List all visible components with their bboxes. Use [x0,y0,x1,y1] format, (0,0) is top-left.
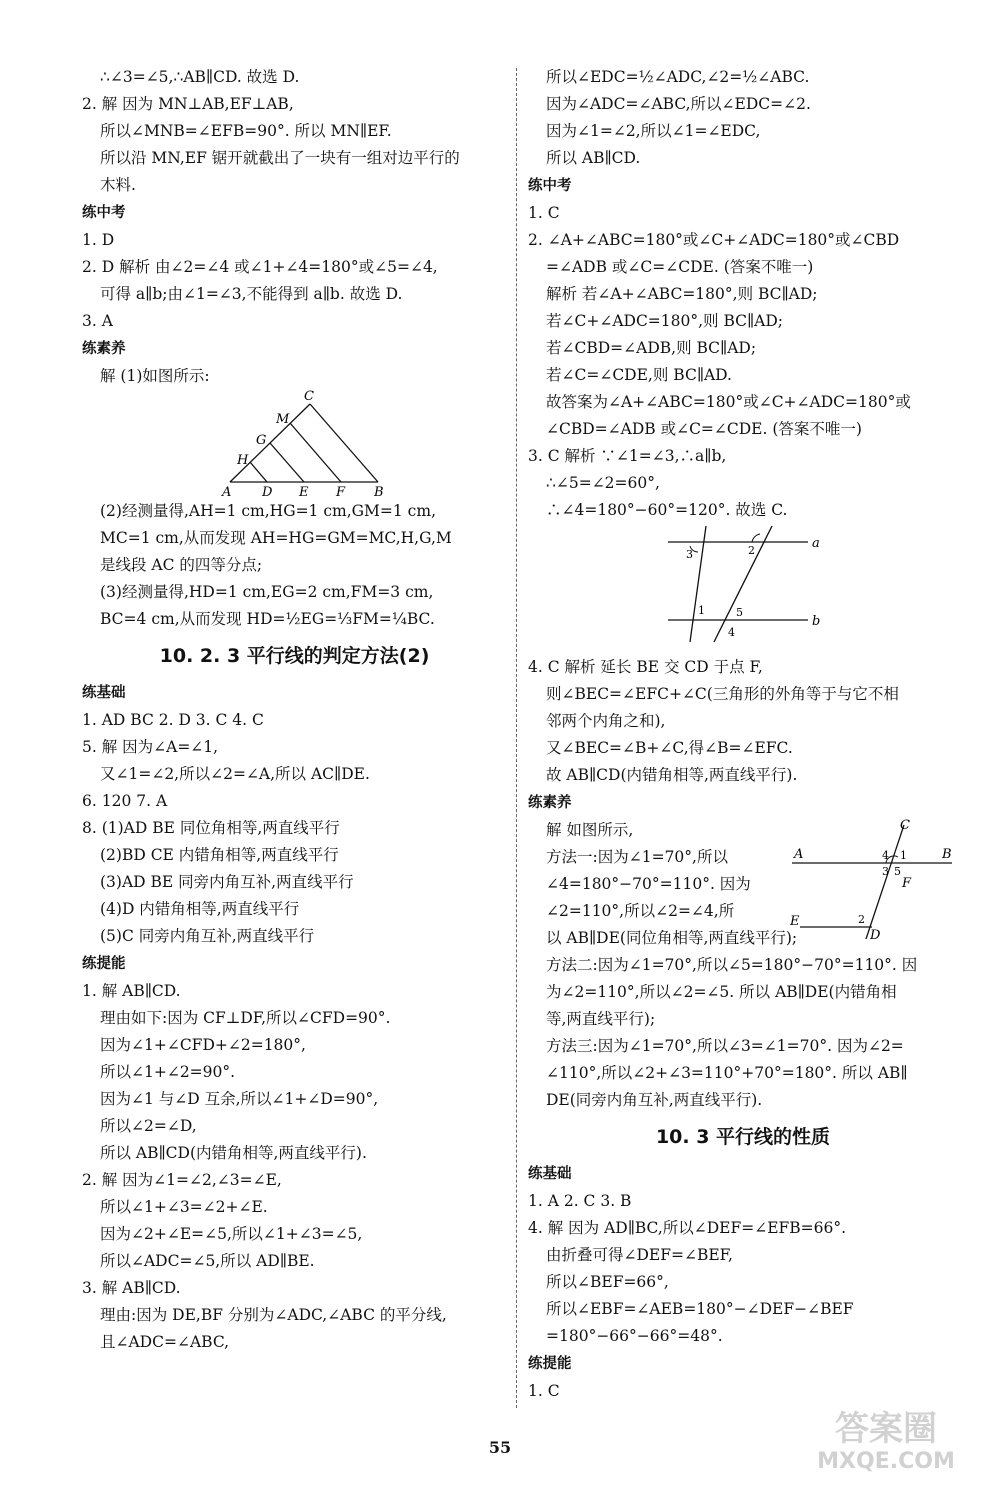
section-title: 10. 3 平行线的性质 [655,1126,831,1148]
answer-line: ∠CBD=∠ADB 或∠C=∠CDE. (答案不唯一) [546,420,862,438]
answer-line: 解 如图所示, [546,821,634,839]
answer-line: 所以 AB∥CD(内错角相等,两直线平行). [100,1144,367,1162]
answer-line: 3. A [82,312,113,330]
answer-line: 4. 解 因为 AD∥BC,所以∠DEF=∠EFB=66°. [528,1219,847,1237]
fig-cross-label: E [790,914,800,929]
answer-line: 由折叠可得∠DEF=∠BEF, [546,1246,733,1264]
fig-tri-label: D [262,485,273,498]
answer-line: 方法一:因为∠1=70°,所以 [546,848,728,866]
answer-line: 木料. [100,176,136,194]
answer-line: ∴∠3=∠5,∴AB∥CD. 故选 D. [100,68,300,86]
fig-cross-label: 3 [882,865,889,878]
answer-line: =∠ADB 或∠C=∠CDE. (答案不唯一) [546,258,814,276]
exercise-heading: 练基础 [82,685,126,701]
fig-par-label: b [812,614,821,629]
answer-line: 1. C [528,1382,560,1400]
answer-line: 若∠C=∠CDE,则 BC∥AD. [546,366,732,384]
fig-par-label: 5 [736,606,743,619]
fig-cross-label: 5 [894,865,901,878]
intersecting-lines-figure [782,815,962,945]
answer-line: 解析 若∠A+∠ABC=180°,则 BC∥AD; [546,285,818,303]
answer-line: 所以∠MNB=∠EFB=90°. 所以 MN∥EF. [100,122,392,140]
answer-line: 因为∠1+∠CFD+∠2=180°, [100,1036,306,1054]
exercise-heading: 练中考 [82,205,126,221]
answer-line: 是线段 AC 的四等分点; [100,556,263,574]
answer-line: 邻两个内角之和), [546,712,666,730]
exercise-heading: 练素养 [82,341,126,357]
answer-line: 等,两直线平行); [546,1010,656,1028]
fig-tri-label: G [256,433,267,448]
answer-line: 所以∠EDC=½∠ADC,∠2=½∠ABC. [546,68,810,86]
answer-line: 2. 解 因为 MN⊥AB,EF⊥AB, [82,95,294,113]
answer-line: 又∠1=∠2,所以∠2=∠A,所以 AC∥DE. [100,765,370,783]
section-title: 10. 2. 3 平行线的判定方法(2) [159,645,430,667]
exercise-heading: 练提能 [82,956,126,972]
fig-tri-label: C [304,390,314,404]
answer-line: 因为∠2+∠E=∠5,所以∠1+∠3=∠5, [100,1225,363,1243]
answer-line: 理由:因为 DE,BF 分别为∠ADC,∠ABC 的平分线, [100,1306,447,1324]
fig-par-label: 1 [698,604,705,617]
answer-line: 1. A 2. C 3. B [528,1192,632,1210]
fig-tri-label: F [336,485,346,498]
answer-line: (3)经测量得,HD=1 cm,EG=2 cm,FM=3 cm, [100,583,434,601]
answer-line: 因为∠1=∠2,所以∠1=∠EDC, [546,122,761,140]
answer-line: 5. 解 因为∠A=∠1, [82,738,219,756]
answer-line: 所以∠2=∠D, [100,1117,197,1135]
watermark-logo-text: 答案圈 [835,1409,937,1449]
watermark-site-text: MXQE.COM [817,1449,955,1474]
answer-line: 为∠2=110°,所以∠2=∠5. 所以 AB∥DE(内错角相 [546,983,897,1001]
fig-cross-label: F [902,876,912,891]
answer-line: 所以 AB∥CD. [546,149,641,167]
fig-par-label: 4 [728,626,735,639]
parallel-figure-wrap [528,524,958,654]
fig-tri-label: M [276,412,290,427]
answer-line: 2. ∠A+∠ABC=180°或∠C+∠ADC=180°或∠CBD [528,231,900,249]
answer-line: 1. 解 AB∥CD. [82,982,181,1000]
answer-line: 解 (1)如图所示: [100,367,210,385]
fig-tri-label: A [222,485,232,498]
answer-line: 6. 120 7. A [82,792,168,810]
fig-par-label: 3 [686,548,693,561]
answer-line: BC=4 cm,从而发现 HD=½EG=⅓FM=¼BC. [100,610,435,628]
fig-cross-label: C [900,818,910,833]
fig-cross-label: 4 [882,849,889,862]
watermark [786,1410,986,1480]
fig-cross-label: 2 [858,913,865,926]
answer-line: 所以∠EBF=∠AEB=180°−∠DEF−∠BEF [546,1300,854,1318]
answer-line: ∠4=180°−70°=110°. 因为 [546,875,751,893]
answer-line: 则∠BEC=∠EFC+∠C(三角形的外角等于与它不相 [546,685,899,703]
answer-line: 理由如下:因为 CF⊥DF,所以∠CFD=90°. [100,1009,391,1027]
page-number: 55 [488,1438,512,1457]
answer-line: 因为∠ADC=∠ABC,所以∠EDC=∠2. [546,95,811,113]
answer-line: 1. AD BC 2. D 3. C 4. C [82,711,264,729]
answer-line: (5)C 同旁内角互补,两直线平行 [100,927,315,945]
column-divider [516,68,517,1408]
answer-line: 所以∠BEF=66°, [546,1273,669,1291]
answer-line: 所以∠1+∠2=90°. [100,1063,236,1081]
answer-line: 方法二:因为∠1=70°,所以∠5=180°−70°=110°. 因 [546,956,918,974]
answer-line: (4)D 内错角相等,两直线平行 [100,900,300,918]
answer-line: 所以∠ADC=∠5,所以 AD∥BE. [100,1252,315,1270]
answer-line: 又∠BEC=∠B+∠C,得∠B=∠EFC. [546,739,793,757]
answer-line: 8. (1)AD BE 同位角相等,两直线平行 [82,819,340,837]
fig-par-label: 2 [748,544,755,557]
answer-line: (2)BD CE 内错角相等,两直线平行 [100,846,339,864]
answer-line: 故答案为∠A+∠ABC=180°或∠C+∠ADC=180°或 [546,393,911,411]
fig-par-label: a [812,536,820,551]
answer-line: 3. C 解析 ∵∠1=∠3,∴a∥b, [528,447,727,465]
fig-cross-label: D [870,928,881,943]
answer-line: 方法三:因为∠1=70°,所以∠3=∠1=70°. 因为∠2= [546,1037,904,1055]
answer-line: ∴∠4=180°−60°=120°. 故选 C. [546,501,788,519]
answer-line: ∠110°,所以∠2+∠3=110°+70°=180°. 所以 AB∥ [546,1064,908,1082]
answer-line: 可得 a∥b;由∠1=∠3,不能得到 a∥b. 故选 D. [100,285,403,303]
exercise-heading: 练基础 [528,1166,572,1182]
fig-cross-label: B [942,847,952,862]
answer-line: 3. 解 AB∥CD. [82,1279,181,1297]
answer-line: MC=1 cm,从而发现 AH=HG=GM=MC,H,G,M [100,529,452,547]
answer-line: ∠2=110°,所以∠2=∠4,所 [546,902,735,920]
fig-cross-label: A [794,847,804,862]
answer-line: 若∠C+∠ADC=180°,则 BC∥AD; [546,312,784,330]
parallel-lines-figure [528,524,958,654]
answer-line: DE(同旁内角互补,两直线平行). [546,1091,763,1109]
answer-line: 2. 解 因为∠1=∠2,∠3=∠E, [82,1171,282,1189]
exercise-heading: 练中考 [528,178,572,194]
triangle-figure [82,390,502,498]
answer-line: (3)AD BE 同旁内角互补,两直线平行 [100,873,354,891]
answer-line: (2)经测量得,AH=1 cm,HG=1 cm,GM=1 cm, [100,502,436,520]
answer-line: 1. C [528,204,560,222]
answer-line: 且∠ADC=∠ABC, [100,1333,230,1351]
answer-line: 1. D [82,231,115,249]
left-column [82,64,507,1356]
answer-line: =180°−66°−66°=48°. [546,1327,723,1345]
answer-line: ∴∠5=∠2=60°, [546,474,660,492]
fig-tri-label: B [374,485,384,498]
answer-line: 2. D 解析 由∠2=∠4 或∠1+∠4=180°或∠5=∠4, [82,258,438,276]
fig-tri-label: H [237,453,249,468]
fig-tri-label: E [299,485,309,498]
fig-cross-label: 1 [900,849,907,862]
exercise-heading: 练提能 [528,1356,572,1372]
answer-line: 4. C 解析 延长 BE 交 CD 于点 F, [528,658,763,676]
answer-line: 所以沿 MN,EF 锯开就截出了一块有一组对边平行的 [100,149,460,167]
right-column [528,64,958,1405]
answer-line: 所以∠1+∠3=∠2+∠E. [100,1198,268,1216]
answer-line: 故 AB∥CD(内错角相等,两直线平行). [546,766,798,784]
triangle-figure-wrap [82,390,507,498]
exercise-heading: 练素养 [528,795,572,811]
answer-line: 以 AB∥DE(同位角相等,两直线平行); [546,929,798,947]
answer-line: 若∠CBD=∠ADB,则 BC∥AD; [546,339,757,357]
answer-line: 因为∠1 与∠D 互余,所以∠1+∠D=90°, [100,1090,379,1108]
